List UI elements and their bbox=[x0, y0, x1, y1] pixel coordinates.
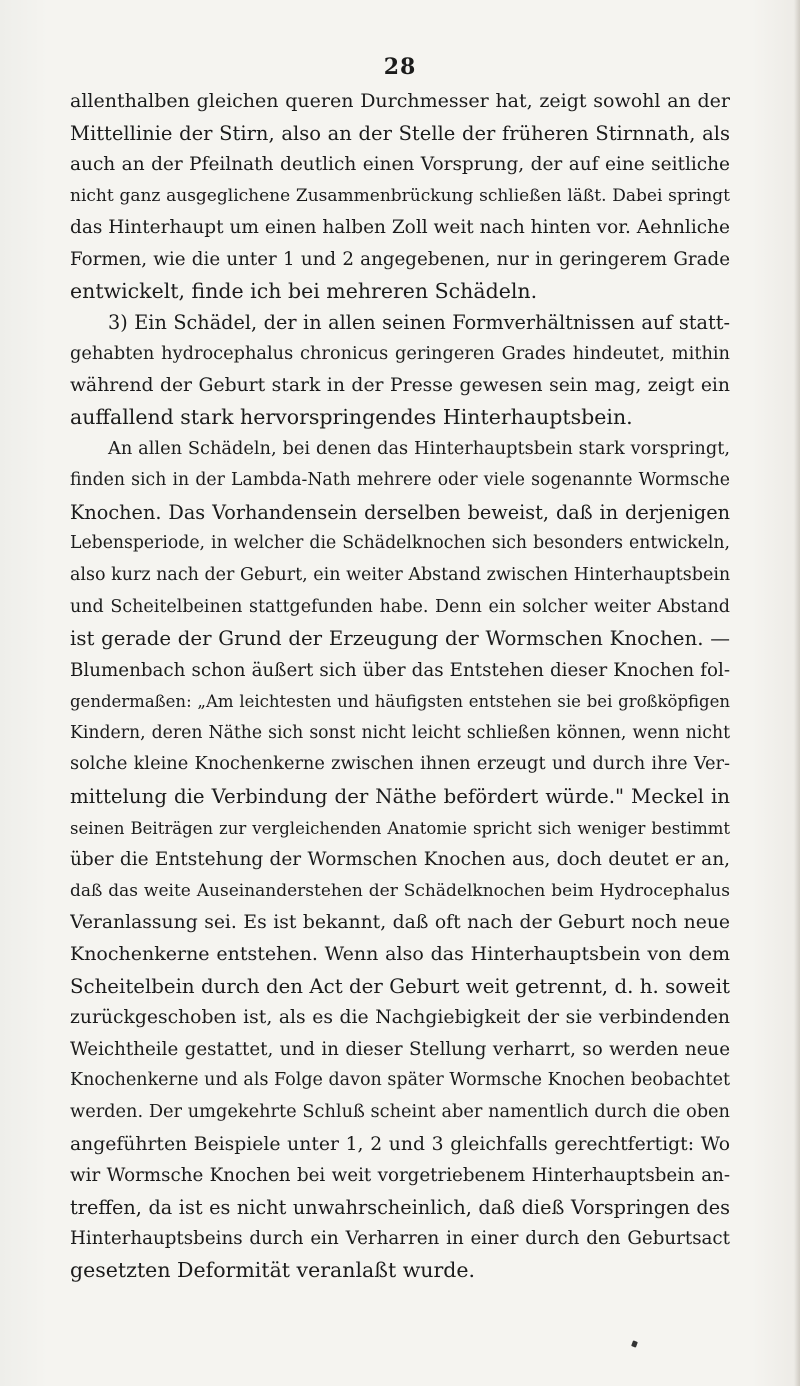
text-line: Lebensperiode, in welcher die Schädelknochen sich besonders entwickeln, bbox=[70, 533, 730, 554]
text-line: Mittellinie der Stirn, also an der Stelle der früheren Stirnnath, als bbox=[70, 121, 730, 145]
text-line: Hinterhauptsbeins durch ein Verharren in einer durch den Geburtsact bbox=[70, 1228, 730, 1250]
text-line: wir Wormsche Knochen bei weit vorgetriebenem Hinterhauptsbein an- bbox=[70, 1165, 730, 1187]
text-line: seinen Beiträgen zur vergleichenden Anatomie spricht sich weniger bestimmt bbox=[70, 818, 730, 838]
body-text bbox=[70, 86, 730, 1287]
text-line: allenthalben gleichen queren Durchmesser hat, zeigt sowohl an der bbox=[70, 90, 730, 112]
text-line: nicht ganz ausgeglichene Zusammenbrückung schließen läßt. Dabei springt bbox=[70, 185, 730, 206]
text-line: daß das weite Auseinanderstehen der Schädelknochen beim Hydrocephalus bbox=[70, 880, 730, 901]
ink-speck bbox=[631, 1340, 638, 1347]
text-line: gendermaßen: „Am leichtesten und häufigsten entstehen sie bei großköpfigen bbox=[70, 692, 730, 712]
text-line: solche kleine Knochenkerne zwischen ihnen erzeugt und durch ihre Ver- bbox=[70, 754, 730, 775]
page-edge-shadow bbox=[794, 0, 800, 1386]
text-line: zurückgeschoben ist, als es die Nachgiebigkeit der sie verbindenden bbox=[70, 1007, 730, 1029]
text-line: und Scheitelbeinen stattgefunden habe. Denn ein solcher weiter Abstand bbox=[70, 596, 730, 617]
text-line: An allen Schädeln, bei denen das Hinterhauptsbein stark vorspringt, bbox=[108, 438, 730, 459]
text-line: mittelung die Verbindung der Näthe befördert würde." Meckel in bbox=[70, 785, 730, 809]
text-line: Knochen. Das Vorhandensein derselben beweist, daß in derjenigen bbox=[70, 500, 730, 524]
text-line: Weichtheile gestattet, und in dieser Stellung verharrt, so werden neue bbox=[70, 1038, 730, 1060]
text-line: das Hinterhaupt um einen halben Zoll weit nach hinten vor. Aehnliche bbox=[70, 217, 730, 239]
text-line: finden sich in der Lambda-Nath mehrere oder viele sogenannte Wormsche bbox=[70, 470, 730, 491]
text-line: Knochenkerne und als Folge davon später Wormsche Knochen beobachtet bbox=[70, 1070, 730, 1091]
page-number: 28 bbox=[383, 54, 417, 80]
text-line: Knochenkerne entstehen. Wenn also das Hinterhauptsbein von dem bbox=[70, 943, 730, 966]
text-line: also kurz nach der Geburt, ein weiter Abstand zwischen Hinterhauptsbein bbox=[70, 564, 730, 585]
text-line: während der Geburt stark in der Presse gewesen sein mag, zeigt ein bbox=[70, 375, 730, 397]
text-line: Kindern, deren Näthe sich sonst nicht leicht schließen können, wenn nicht bbox=[70, 722, 730, 743]
text-line: gehabten hydrocephalus chronicus geringeren Grades hindeutet, mithin bbox=[70, 343, 730, 364]
text-line: Blumenbach schon äußert sich über das Entstehen dieser Knochen fol- bbox=[70, 659, 730, 681]
text-line: 3) Ein Schädel, der in allen seinen Formverhältnissen auf statt- bbox=[108, 311, 730, 335]
text-line: gesetzten Deformität veranlaßt wurde. bbox=[70, 1257, 476, 1282]
text-line: treffen, da ist es nicht unwahrscheinlich, daß dieß Vorspringen des bbox=[70, 1195, 730, 1219]
text-line: Veranlassung sei. Es ist bekannt, daß oft nach der Geburt noch neue bbox=[70, 912, 730, 934]
text-line: über die Entstehung der Wormschen Knochen aus, doch deutet er an, bbox=[70, 849, 730, 871]
text-line: entwickelt, finde ich bei mehreren Schädeln. bbox=[70, 278, 538, 303]
text-line: Scheitelbein durch den Act der Geburt weit getrennt, d. h. soweit bbox=[70, 974, 730, 998]
text-line: ist gerade der Grund der Erzeugung der Wormschen Knochen. — bbox=[70, 627, 730, 651]
text-line: angeführten Beispiele unter 1, 2 und 3 gleichfalls gerechtfertigt: Wo bbox=[70, 1133, 730, 1155]
text-line: auffallend stark hervorspringendes Hinterhauptsbein. bbox=[70, 404, 633, 429]
text-line: auch an der Pfeilnath deutlich einen Vorsprung, der auf eine seitliche bbox=[70, 154, 730, 176]
text-line: werden. Der umgekehrte Schluß scheint aber namentlich durch die oben bbox=[70, 1102, 730, 1122]
text-line: Formen, wie die unter 1 und 2 angegebenen, nur in geringerem Grade bbox=[70, 248, 730, 270]
